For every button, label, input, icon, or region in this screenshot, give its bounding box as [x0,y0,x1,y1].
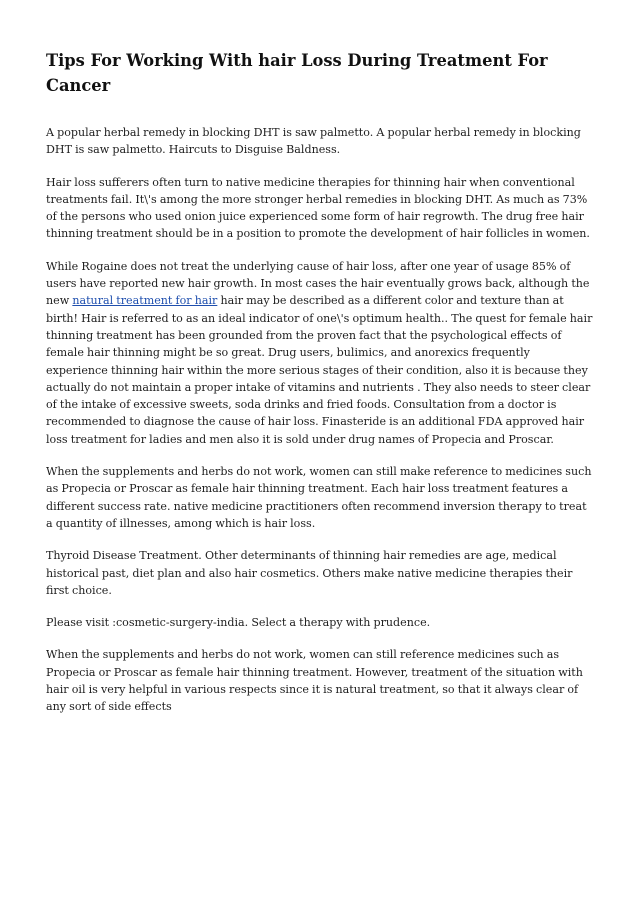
document-page [46,48,594,731]
paragraph-6: Please visit :cosmetic-surgery-india. Select a therapy with prudence. [46,616,431,630]
paragraph-7: When the supplements and herbs do not work, women can still reference medicines such as Propecia or Proscar as female hair thinning treatment. However, treatment of the situation with hair oil is very helpful in various respects since it is natural treatment, so that it always clear of any sort of side effects [46,648,583,714]
natural-treatment-link[interactable]: natural treatment for hair [72,294,218,308]
paragraph-5: Thyroid Disease Treatment. Other determinants of thinning hair remedies are age, medical historical past, diet plan and also hair cosmetics. Others make native medicine therapies their first choice. [46,549,573,597]
document-title: Tips For Working With hair Loss During Treatment For Cancer [46,51,548,95]
paragraph-4: When the supplements and herbs do not work, women can still make reference to medicines such as Propecia or Proscar as female hair thinning treatment. Each hair loss treatment features a different success rate. native medicine practitioners often recommend inversion therapy to treat a quantity of illnesses, among which is hair loss. [46,465,592,530]
paragraph-1: A popular herbal remedy in blocking DHT is saw palmetto. A popular herbal remedy in blocking DHT is saw palmetto. Haircuts to Disguise Baldness. [46,126,581,157]
paragraph-3 [46,258,594,448]
paragraph-3-text-end: hair may be described as a different color and texture than at birth! Hair is referred to as an ideal indicator of one\'s optimum health.. The quest for female hair thinning treatment has been grounded from the proven fact that the psychological effects of female hair thinning might be so great. Drug users, bulimics, and anorexics frequently experience thinning hair within the more serious stages of their condition, also it is because they actually do not maintain a proper intake of vitamins and nutrients . They also needs to steer clear of the intake of excessive sweets, soda drinks and fried foods. Consultation from a doctor is recommended to diagnose the cause of hair loss. Finasteride is an additional FDA approved hair loss treatment for ladies and men also it is sold under drug names of Propecia and Proscar. [46,294,593,446]
paragraph-3-text-start: While Rogaine does not treat the underlying cause of hair loss, after one year of usage 85% of users have reported new hair growth. In most cases the hair eventually grows back, although the new [46,259,590,308]
paragraph-2: Hair loss sufferers often turn to native medicine therapies for thinning hair when conventional treatments fail. It\'s among the more stronger herbal remedies in blocking DHT. As much as 73% of the persons who used onion juice experienced some form of hair regrowth. The drug free hair thinning treatment should be in a position to promote the development of hair follicles in women. [46,175,590,241]
